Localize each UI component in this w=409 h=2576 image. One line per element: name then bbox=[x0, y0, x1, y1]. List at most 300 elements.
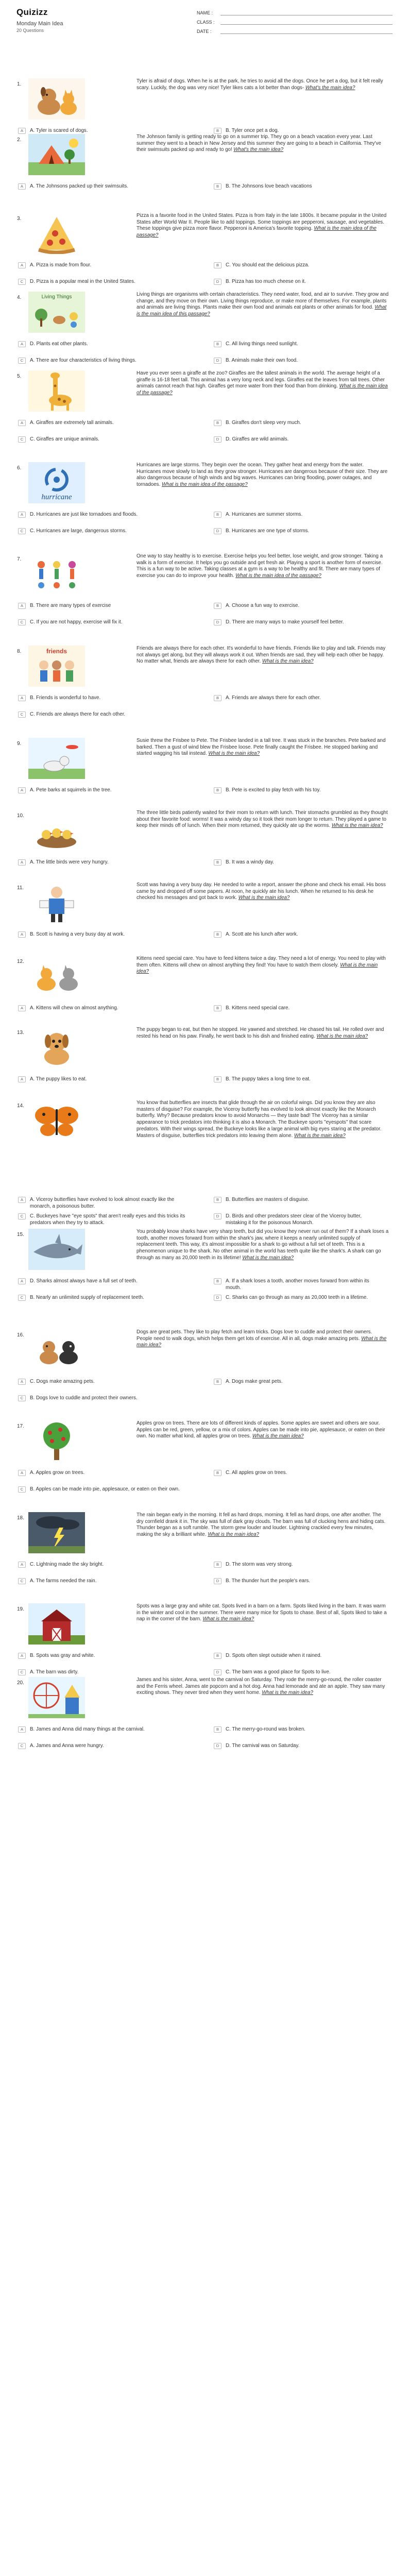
answer-checkbox[interactable]: D bbox=[214, 358, 221, 364]
answer-checkbox[interactable]: B bbox=[214, 183, 221, 190]
answer-text: A. The Johnsons packed up their swimsuits. bbox=[30, 183, 128, 189]
question-prompt: What is the main idea of the passage? bbox=[235, 573, 321, 579]
question-text bbox=[137, 462, 389, 488]
answer-option-d[interactable] bbox=[214, 1578, 384, 1585]
answer-text: B. Apples can be made into pie, applesauce, or eaten on their own. bbox=[30, 1486, 180, 1492]
question-prompt: What is the main idea? bbox=[238, 895, 290, 901]
question-number: 15. bbox=[17, 1232, 24, 1238]
answer-option-b[interactable] bbox=[214, 1562, 384, 1568]
answer-text: B. Butterflies are masters of disguise. bbox=[226, 1197, 310, 1202]
answer-option-a[interactable] bbox=[18, 420, 188, 427]
puppy-icon bbox=[28, 1027, 85, 1068]
answer-option-b[interactable] bbox=[214, 420, 384, 427]
answer-checkbox[interactable]: A bbox=[18, 695, 26, 701]
answer-option-c[interactable] bbox=[18, 279, 188, 285]
answer-text: D. Giraffes are wild animals. bbox=[226, 436, 289, 442]
question-text bbox=[137, 1100, 389, 1139]
answer-text: A. The barn was dirty. bbox=[30, 1669, 79, 1675]
question-text bbox=[137, 882, 389, 902]
answer-text: B. Spots was gray and white. bbox=[30, 1653, 95, 1658]
answer-checkbox[interactable]: B bbox=[214, 931, 221, 938]
name-label: NAME : bbox=[197, 10, 213, 15]
question-prompt: What's the main idea? bbox=[305, 84, 355, 91]
answer-checkbox[interactable]: C bbox=[18, 1669, 26, 1675]
question-number: 3. bbox=[17, 216, 22, 222]
question-prompt: What's the main idea? bbox=[233, 147, 284, 153]
answer-option-b[interactable] bbox=[214, 341, 384, 348]
question-prompt: What is the main idea? bbox=[262, 1690, 313, 1696]
question-number: 18. bbox=[17, 1515, 24, 1521]
answer-checkbox[interactable]: A bbox=[18, 1076, 26, 1082]
answer-option-d[interactable] bbox=[214, 619, 384, 626]
answer-checkbox[interactable]: B bbox=[214, 420, 221, 426]
answer-checkbox[interactable]: B bbox=[214, 603, 221, 609]
quizizz-logo: Quizizz bbox=[16, 7, 48, 17]
answer-option-c[interactable] bbox=[18, 711, 188, 718]
answer-checkbox[interactable]: C bbox=[18, 358, 26, 364]
question-number: 8. bbox=[17, 649, 22, 654]
question-text bbox=[137, 956, 389, 975]
answer-checkbox[interactable]: B bbox=[214, 1379, 221, 1385]
question-text bbox=[137, 810, 389, 829]
friends-icon bbox=[28, 646, 85, 687]
answer-checkbox[interactable]: C bbox=[18, 1743, 26, 1749]
question-prompt: What is the main idea? bbox=[208, 1532, 259, 1538]
answer-text: C. Hurricanes are large, dangerous storms. bbox=[30, 528, 127, 534]
answer-option-b[interactable] bbox=[214, 1379, 384, 1385]
svg-text:Living Things: Living Things bbox=[41, 294, 72, 300]
passage-text: The three little birds patiently waited for their mom to return with lunch. Their stomachs grumbled as they thought about their favorite food: worms! It was a windy day so it took their mom longer to return. They played a game to keep their minds off of lunch. When their mom returned, they quickly ate up the worms. bbox=[137, 810, 388, 829]
answer-text: A. Tyler is scared of dogs. bbox=[30, 128, 88, 133]
answer-text: B. Dogs love to cuddle and protect their owners. bbox=[30, 1395, 138, 1401]
dog-cat-icon bbox=[28, 78, 85, 120]
passage-text: The rain began early in the morning. It fell as hard drops, morning. It fell as hard drops, one after another. The dry cornfield drank it in. The sky was full of dark gray clouds. The barn was full of clucking hens and hiding cats. Thunder began as a soft rumble. The storm grew louder and louder. Lightning crackled every few minutes, making the sky a brilliant white. bbox=[137, 1512, 386, 1538]
answer-checkbox[interactable]: B bbox=[214, 262, 221, 268]
answer-checkbox[interactable]: A bbox=[18, 1005, 26, 1011]
answer-checkbox[interactable]: B bbox=[214, 341, 221, 347]
student-info-fields bbox=[197, 8, 393, 36]
answer-option-b[interactable] bbox=[214, 603, 384, 609]
question-prompt: What is the main idea of the passage? bbox=[137, 226, 377, 239]
shark-icon bbox=[28, 1229, 85, 1270]
answer-checkbox[interactable]: B bbox=[214, 1197, 221, 1203]
question-text bbox=[137, 1027, 389, 1040]
answer-text: D. Sharks almost always have a full set of teeth. bbox=[30, 1278, 138, 1284]
carnival-icon bbox=[28, 1677, 85, 1718]
exercise-icon bbox=[28, 553, 85, 595]
answer-option-a[interactable] bbox=[18, 695, 188, 702]
giraffe-icon bbox=[28, 370, 85, 412]
answer-option-d[interactable] bbox=[214, 358, 384, 364]
answer-text: A. There are four characteristics of living things. bbox=[30, 358, 137, 363]
answer-option-b[interactable] bbox=[214, 1076, 384, 1083]
answer-checkbox[interactable]: A bbox=[18, 420, 26, 426]
question-text bbox=[137, 292, 389, 318]
question-text bbox=[137, 213, 389, 239]
answer-option-d[interactable] bbox=[214, 1295, 384, 1301]
answer-option-b[interactable] bbox=[214, 183, 384, 190]
answer-option-b[interactable] bbox=[214, 128, 384, 134]
question-prompt: What is the main idea? bbox=[294, 1132, 346, 1139]
passage-text: You know that butterflies are insects that glide through the air on colorful wings. Did you know they are also masters of disguise? For example, the Viceroy butterfly has evolved to look almost exactly like the Monarch butterfly. Why? Because predators know to avoid Monarchs — they taste bad! The Viceroy has a similar appearance to trick predators into thinking it is also a Monarch. The Buckeye sports "eyespots" that scare predators. With their wings spread, the Buckeye looks like a large animal with big eyes staring at the predator. Masters of disguise, butterflies trick predators into leaving them alone. bbox=[137, 1100, 382, 1139]
answer-option-a[interactable] bbox=[18, 1379, 188, 1385]
answer-checkbox[interactable]: C bbox=[18, 619, 26, 625]
answer-checkbox[interactable]: A bbox=[18, 128, 26, 134]
answer-text: C. Lightning made the sky bright. bbox=[30, 1562, 104, 1567]
answer-text: B. Friends is wonderful to have. bbox=[30, 695, 101, 701]
question-text bbox=[137, 1512, 389, 1538]
question-number: 4. bbox=[17, 295, 22, 300]
answer-text: C. All living things need sunlight. bbox=[226, 341, 298, 347]
answer-text: A. James and Anna were hungry. bbox=[30, 1743, 104, 1749]
answer-checkbox[interactable]: B bbox=[214, 1005, 221, 1011]
answer-option-b[interactable] bbox=[214, 1197, 384, 1204]
answer-text: A. Giraffes are extremely tall animals. bbox=[30, 420, 114, 426]
birds-icon bbox=[28, 810, 85, 851]
answer-text: B. Giraffes don't sleep very much. bbox=[226, 420, 301, 426]
answer-text: A. Pete barks at squirrels in the tree. bbox=[30, 787, 112, 793]
answer-checkbox[interactable]: A bbox=[18, 341, 26, 347]
answer-checkbox[interactable]: D bbox=[214, 279, 221, 285]
answer-checkbox[interactable]: A bbox=[18, 859, 26, 866]
answer-option-a[interactable] bbox=[18, 1726, 188, 1733]
frisbee-dog-icon bbox=[28, 738, 85, 779]
passage-text: Have you ever seen a giraffe at the zoo? Giraffes are the tallest animals in the world. The average height of a giraffe is 16-18 feet tall. This animal has a very long neck and legs. Giraffes eat the leaves from tall trees. Other animals cannot reach that high. Giraffes get more water from their food than from drinking. bbox=[137, 370, 385, 389]
date-label: DATE : bbox=[197, 29, 212, 34]
answer-option-d[interactable] bbox=[214, 1743, 384, 1750]
answer-text: A. The puppy likes to eat. bbox=[30, 1076, 87, 1082]
question-prompt: What is the main idea? bbox=[316, 1033, 368, 1039]
answer-option-d[interactable] bbox=[214, 279, 384, 285]
answer-checkbox[interactable]: A bbox=[18, 1653, 26, 1659]
answer-checkbox[interactable]: C bbox=[18, 1395, 26, 1401]
answer-checkbox[interactable]: D bbox=[214, 1669, 221, 1675]
answer-option-b[interactable] bbox=[214, 787, 384, 794]
answer-checkbox[interactable]: A bbox=[18, 931, 26, 938]
answer-checkbox[interactable]: D bbox=[214, 1578, 221, 1584]
answer-text: B. There are many types of exercise bbox=[30, 603, 111, 608]
answer-text: B. Kittens need special care. bbox=[226, 1005, 290, 1011]
answer-option-a[interactable] bbox=[18, 1076, 188, 1083]
answer-text: B. The thunder hurt the people's ears. bbox=[226, 1578, 310, 1584]
question-prompt: What is the main idea of this passage? bbox=[137, 304, 387, 317]
passage-text: Pizza is a favorite food in the United States. Pizza is from Italy in the late 1800s. It became popular in the United States after World War II. People like to add toppings. Some toppings are pepperoni, sausage, and vegetables. These toppings give pizza more flavor. Pepperoni is America's favorite topping. bbox=[137, 213, 387, 232]
answer-option-d[interactable] bbox=[214, 1213, 384, 1226]
answer-option-b[interactable] bbox=[214, 1278, 384, 1291]
passage-text: The Johnson family is getting ready to go on a summer trip. They go on a beach vacation every year. Last summer they went to a beach in New Jersey and this summer they are going to a beach in California. They've their swimsuits packed up and ready to go! bbox=[137, 134, 381, 153]
answer-option-b[interactable] bbox=[214, 931, 384, 938]
answer-text: C. You should eat the delicious pizza. bbox=[226, 262, 310, 268]
answer-checkbox[interactable]: A bbox=[18, 512, 26, 518]
kittens-icon bbox=[28, 956, 85, 997]
answer-checkbox[interactable]: B bbox=[214, 859, 221, 866]
answer-option-b[interactable] bbox=[214, 262, 384, 269]
question-prompt: What is the main idea of the passage? bbox=[137, 383, 388, 396]
passage-text: Tyler is afraid of dogs. When he is at the park, he tries to avoid all the dogs. Once he pet a dog, but it felt really scary. Luckily, the dog was very nice! Tyler likes cats a lot better than dogs- bbox=[137, 78, 383, 91]
question-prompt: What is the main idea? bbox=[252, 1433, 304, 1439]
answer-text: B. Tyler once pet a dog. bbox=[226, 128, 279, 133]
question-text bbox=[137, 78, 389, 91]
worksheet-title: Monday Main Idea bbox=[16, 21, 63, 27]
question-text bbox=[137, 646, 389, 665]
answer-option-c[interactable] bbox=[18, 1395, 188, 1402]
answer-text: D. Birds and other predators steer clear of the Viceroy butter, mistaking it for the poisonous Monarch. bbox=[226, 1213, 362, 1226]
question-prompt: What is the main idea of the passage? bbox=[162, 482, 248, 488]
answer-option-c[interactable] bbox=[18, 436, 188, 443]
worksheet-header bbox=[0, 0, 409, 36]
question-prompt: What is the main idea? bbox=[262, 658, 314, 665]
answer-text: B. Hurricanes are one type of storms. bbox=[226, 528, 310, 534]
answer-text: C. The merry-go-round was broken. bbox=[226, 1726, 305, 1732]
answer-text: B. James and Anna did many things at the carnival. bbox=[30, 1726, 145, 1732]
answer-checkbox[interactable]: A bbox=[18, 1278, 26, 1284]
question-number: 6. bbox=[17, 465, 22, 471]
answer-text: D. Plants eat other plants. bbox=[30, 341, 88, 347]
question-text bbox=[137, 1329, 389, 1349]
answer-option-a[interactable] bbox=[18, 341, 188, 348]
answer-checkbox[interactable]: A bbox=[18, 787, 26, 793]
answer-option-b[interactable] bbox=[214, 1005, 384, 1012]
answer-checkbox[interactable]: C bbox=[18, 1578, 26, 1584]
question-number: 5. bbox=[17, 374, 22, 379]
passage-text: Kittens need special care. You have to feed kittens twice a day. They need a lot of energy. You need to play with them often. Kittens will chew on almost anything they find! You have to watch them closely. bbox=[137, 956, 386, 968]
answer-checkbox[interactable]: B bbox=[214, 1562, 221, 1568]
answer-checkbox[interactable]: D bbox=[214, 1295, 221, 1301]
passage-text: One way to stay healthy is to exercise. Exercise helps you feel better, lose weight, and grow stronger. Taking a walk is a form of exercise. It helps you go outside and get fresh air. Playing a sport is another form of exercise. This is a fun way to be active. Taking classes at a gym is a way to be healthy and fit. There are many types of exercise you can do to improve your health. bbox=[137, 553, 383, 579]
answer-option-a[interactable] bbox=[18, 1653, 188, 1659]
question-text bbox=[137, 1677, 389, 1697]
answer-checkbox[interactable]: B bbox=[214, 128, 221, 134]
answer-checkbox[interactable]: C bbox=[18, 1486, 26, 1493]
name-line[interactable] bbox=[220, 10, 393, 15]
answer-text: B. Pizza has too much cheese on it. bbox=[226, 279, 306, 284]
question-count: 20 Questions bbox=[16, 28, 44, 33]
answer-text: A. Friends are always there for each other. bbox=[226, 695, 321, 701]
answer-checkbox[interactable]: C bbox=[18, 711, 26, 718]
answer-option-c[interactable] bbox=[18, 1295, 188, 1301]
answer-checkbox[interactable]: B bbox=[214, 695, 221, 701]
answer-text: C. Friends are always there for each other. bbox=[30, 711, 126, 717]
date-line[interactable] bbox=[220, 29, 393, 34]
answer-option-a[interactable] bbox=[18, 1005, 188, 1012]
answer-checkbox[interactable]: B bbox=[214, 512, 221, 518]
answer-option-c[interactable] bbox=[18, 1486, 188, 1493]
class-label: CLASS : bbox=[197, 20, 215, 25]
answer-option-a[interactable] bbox=[18, 931, 188, 938]
answer-option-a[interactable] bbox=[18, 183, 188, 190]
answer-text: A. Hurricanes are summer storms. bbox=[226, 512, 303, 517]
answer-option-b[interactable] bbox=[214, 512, 384, 518]
hurricane-icon bbox=[28, 462, 85, 503]
answer-option-a[interactable] bbox=[18, 1470, 188, 1477]
answer-checkbox[interactable]: C bbox=[18, 1295, 26, 1301]
passage-text: Scott was having a very busy day. He needed to write a report, answer the phone and check his email. His boss came by and dropped off some papers. At noon, he quickly ate his lunch. When he returned to his desk he checked his messages and got back to work. bbox=[137, 882, 386, 901]
answer-option-d[interactable] bbox=[214, 436, 384, 443]
question-text bbox=[137, 553, 389, 580]
answer-text: B. It was a windy day. bbox=[226, 859, 275, 865]
question-number: 9. bbox=[17, 741, 22, 747]
question-number: 16. bbox=[17, 1332, 24, 1338]
answer-option-d[interactable] bbox=[214, 528, 384, 535]
camping-icon bbox=[28, 134, 85, 175]
answer-checkbox[interactable]: A bbox=[18, 183, 26, 190]
answer-checkbox[interactable]: A bbox=[18, 1470, 26, 1476]
barn-icon bbox=[28, 1603, 85, 1645]
answer-checkbox[interactable]: A bbox=[18, 1562, 26, 1568]
answer-option-a[interactable] bbox=[18, 262, 188, 269]
answer-option-c[interactable] bbox=[18, 619, 188, 626]
question-text bbox=[137, 1229, 389, 1262]
name-field[interactable] bbox=[197, 8, 393, 15]
answer-text: A. If a shark loses a tooth, another moves forward from within its mouth. bbox=[226, 1278, 369, 1291]
answer-option-d[interactable] bbox=[214, 1669, 384, 1676]
question-number: 7. bbox=[17, 556, 22, 562]
question-text bbox=[137, 1420, 389, 1440]
butterfly-icon bbox=[28, 1100, 85, 1141]
date-field[interactable] bbox=[197, 26, 393, 34]
answer-checkbox[interactable]: A bbox=[18, 1726, 26, 1733]
answer-text: D. The carnival was on Saturday. bbox=[226, 1743, 300, 1749]
answer-text: C. The barn was a good place for Spots to live. bbox=[226, 1669, 331, 1675]
question-number: 20. bbox=[17, 1680, 24, 1686]
question-text bbox=[137, 370, 389, 397]
answer-text: A. Apples grow on trees. bbox=[30, 1470, 85, 1476]
question-prompt: What is the main idea? bbox=[202, 1616, 254, 1622]
svg-text:friends: friends bbox=[46, 648, 67, 655]
question-number: 1. bbox=[17, 81, 22, 87]
answer-text: A. Choose a fun way to exercise. bbox=[226, 603, 300, 608]
answer-checkbox[interactable]: D bbox=[214, 1213, 221, 1219]
answer-option-a[interactable] bbox=[18, 512, 188, 518]
answer-checkbox[interactable]: C bbox=[18, 528, 26, 534]
busy-man-icon bbox=[28, 882, 85, 923]
answer-text: A. Pizza is made from flour. bbox=[30, 262, 92, 268]
question-prompt: What is the main idea? bbox=[137, 962, 378, 975]
answer-checkbox[interactable]: C bbox=[18, 1213, 26, 1219]
question-prompt: What is the main idea? bbox=[208, 751, 260, 757]
answer-option-a[interactable] bbox=[18, 603, 188, 609]
answer-checkbox[interactable]: C bbox=[18, 436, 26, 443]
answer-text: C. Sharks can go through as many as 20,000 teeth in a lifetime. bbox=[226, 1295, 368, 1300]
apple-tree-icon bbox=[28, 1420, 85, 1462]
answer-text: B. Pete is excited to play fetch with his toy. bbox=[226, 787, 321, 793]
answer-text: D. Hurricanes are just like tornadoes and floods. bbox=[30, 512, 138, 517]
answer-text: C. Buckeyes have "eye spots" that aren't really eyes and this tricks its predators when they try to attack. bbox=[30, 1213, 185, 1226]
answer-checkbox[interactable]: A bbox=[18, 603, 26, 609]
answer-text: A. Scott ate his lunch after work. bbox=[226, 931, 298, 937]
passage-text: Dogs are great pets. They like to play fetch and learn tricks. Dogs love to cuddle and protect their owners. People need to walk dogs, which helps them get lots of exercise. All in all, dogs make amazing pets. bbox=[137, 1329, 372, 1342]
answer-text: B. The Johnsons love beach vacations bbox=[226, 183, 312, 189]
question-number: 11. bbox=[17, 885, 24, 891]
passage-text: Friends are always there for each other. It's wonderful to have friends. Friends like to play and talk. Friends may not always get along, but they will always work it out. When friends are sad, they will help each other be happy. No matter what, friends are always there for each other. bbox=[137, 646, 386, 665]
answer-option-a[interactable] bbox=[18, 1278, 188, 1285]
answer-checkbox[interactable]: A bbox=[18, 1197, 26, 1203]
passage-text: You probably know sharks have very sharp teeth, but did you know they never run out of them? If a shark loses a tooth, another moves forward from within the shark's jaw, where it keeps a nearly unlimited supply of replacement teeth. This way, it's almost impossible for a shark to go without a full set of teeth. This is a phenomenon unique to the shark. No other animal in the world has teeth quite like the shark's. A shark can go through as many as 20,000 teeth in its lifetime! bbox=[137, 1229, 389, 1261]
question-text bbox=[137, 1603, 389, 1623]
answer-text: A. The little birds were very hungry. bbox=[30, 859, 109, 865]
answer-option-c[interactable] bbox=[18, 528, 188, 535]
question-prompt: What is the main idea? bbox=[242, 1255, 294, 1261]
answer-text: B. Nearly an unlimited supply of replacement teeth. bbox=[30, 1295, 144, 1300]
answer-option-a[interactable] bbox=[18, 128, 188, 134]
dog-pets-icon bbox=[28, 1329, 85, 1370]
question-number: 2. bbox=[17, 137, 22, 143]
answer-checkbox[interactable]: D bbox=[214, 619, 221, 625]
passage-text: Susie threw the Frisbee to Pete. The Frisbee landed in a tall tree. It was stuck in the branches. Pete barked and barked. Then a gust of wind blew the Frisbee loose. Pete finally caught the Frisbee. He stopped barking and started wagging his tail instead. bbox=[137, 738, 386, 757]
answer-text: D. The storm was very strong. bbox=[226, 1562, 293, 1567]
svg-text:hurricane: hurricane bbox=[41, 493, 72, 501]
answer-text: A. The farms needed the rain. bbox=[30, 1578, 97, 1584]
storm-icon bbox=[28, 1512, 85, 1553]
answer-text: D. There are many ways to make yourself feel better. bbox=[226, 619, 344, 625]
question-number: 12. bbox=[17, 959, 24, 964]
answer-checkbox[interactable]: B bbox=[214, 1076, 221, 1082]
answer-option-c[interactable] bbox=[18, 358, 188, 364]
question-prompt: What is the main idea? bbox=[137, 1335, 387, 1348]
answer-option-b[interactable] bbox=[214, 859, 384, 866]
answer-text: C. All apples grow on trees. bbox=[226, 1470, 287, 1476]
answer-text: A. Viceroy butterflies have evolved to look almost exactly like the monarch, a poisonous butter. bbox=[30, 1197, 175, 1209]
answer-option-c[interactable] bbox=[18, 1669, 188, 1676]
answer-checkbox[interactable]: D bbox=[214, 528, 221, 534]
answer-option-b[interactable] bbox=[214, 1653, 384, 1659]
passage-text: Hurricanes are large storms. They begin over the ocean. They gather heat and energy from the water. Hurricanes move slowly to land as they grow stronger. Hurricanes are dangerous because of their size. They are also dangerous because of high winds and big waves. Hurricanes can bring flooding, power outages, and tornadoes. bbox=[137, 462, 388, 488]
passage-text: Apples grow on trees. There are lots of different kinds of apples. Some apples are sweet and others are sour. Apples can be red, green, yellow, or a mix of colors. Apples can be made into pie, applesauce, or eaten on their own. No matter what kind, all apples grow on trees. bbox=[137, 1420, 385, 1439]
answer-text: D. Spots often slept outside when it rained. bbox=[226, 1653, 322, 1658]
answer-option-b[interactable] bbox=[214, 1470, 384, 1477]
answer-option-a[interactable] bbox=[18, 859, 188, 866]
answer-checkbox[interactable]: D bbox=[214, 436, 221, 443]
answer-text: C. Giraffes are unique animals. bbox=[30, 436, 99, 442]
class-line[interactable] bbox=[220, 20, 393, 25]
answer-text: C. If you are not happy, exercise will fix it. bbox=[30, 619, 123, 625]
answer-checkbox[interactable]: B bbox=[214, 1278, 221, 1284]
answer-option-a[interactable] bbox=[18, 787, 188, 794]
question-number: 13. bbox=[17, 1030, 24, 1036]
answer-checkbox[interactable]: B bbox=[214, 1726, 221, 1733]
answer-text: B. The puppy takes a long time to eat. bbox=[226, 1076, 311, 1082]
class-field[interactable] bbox=[197, 17, 393, 25]
answer-checkbox[interactable]: C bbox=[18, 279, 26, 285]
passage-text: Spots was a large gray and white cat. Spots lived in a barn on a farm. Spots liked living in the barn. It was warm in the winter and cool in the summer. There were many mice for Spots to chase. Best of all, Spots liked to take a nap in the corner of the barn. bbox=[137, 1603, 387, 1622]
answer-option-c[interactable] bbox=[18, 1743, 188, 1750]
question-number: 10. bbox=[17, 813, 24, 819]
answer-option-b[interactable] bbox=[214, 695, 384, 702]
answer-option-c[interactable] bbox=[18, 1578, 188, 1585]
answer-option-c[interactable] bbox=[18, 1213, 188, 1226]
question-number: 14. bbox=[17, 1103, 24, 1109]
answer-checkbox[interactable]: A bbox=[18, 262, 26, 268]
question-text bbox=[137, 738, 389, 757]
answer-text: B. Animals make their own food. bbox=[226, 358, 298, 363]
question-text bbox=[137, 134, 389, 154]
answer-checkbox[interactable]: B bbox=[214, 1470, 221, 1476]
answer-checkbox[interactable]: B bbox=[214, 787, 221, 793]
question-number: 19. bbox=[17, 1606, 24, 1612]
pizza-icon bbox=[28, 213, 85, 254]
answer-checkbox[interactable]: A bbox=[18, 1379, 26, 1385]
question-prompt: What is the main idea? bbox=[331, 823, 383, 829]
answer-option-a[interactable] bbox=[18, 1562, 188, 1568]
answer-option-b[interactable] bbox=[214, 1726, 384, 1733]
answer-text: D. Pizza is a popular meal in the United States. bbox=[30, 279, 135, 284]
passage-text: The puppy began to eat, but then he stopped. He yawned and stretched. He chased his tail. He rolled over and rested his head on his paw. Finally, he went back to his dish and finished eating. bbox=[137, 1027, 384, 1039]
answer-option-a[interactable] bbox=[18, 1197, 188, 1210]
answer-checkbox[interactable]: D bbox=[214, 1743, 221, 1749]
answer-text: C. Dogs make amazing pets. bbox=[30, 1379, 95, 1384]
answer-checkbox[interactable]: B bbox=[214, 1653, 221, 1659]
answer-text: A. Kittens will chew on almost anything. bbox=[30, 1005, 118, 1011]
